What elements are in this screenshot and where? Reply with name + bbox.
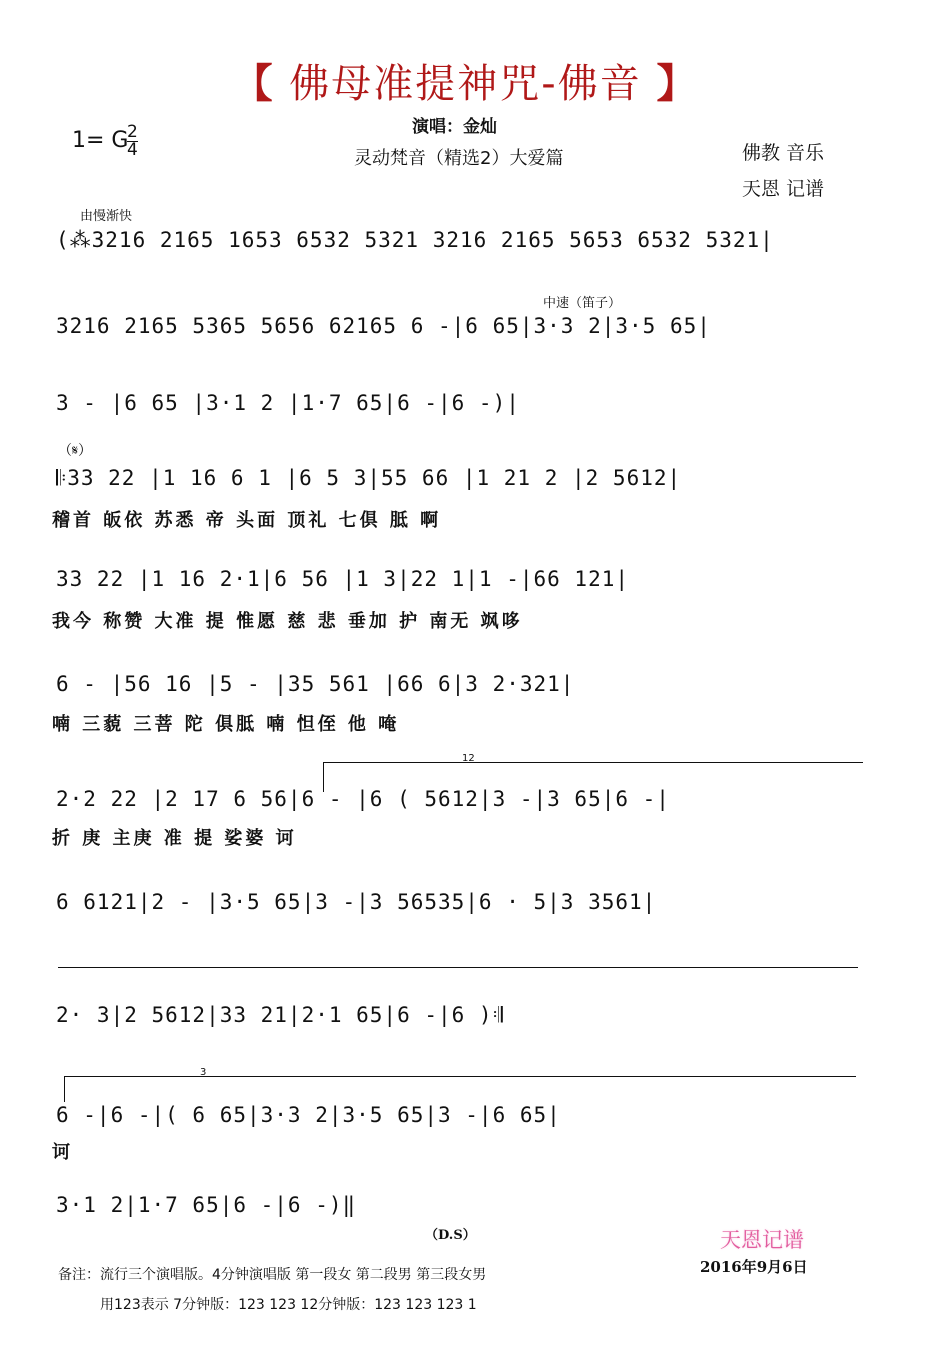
album-name: 灵动梵音（精选2）大爱篇	[354, 148, 564, 169]
volta-bracket-12	[323, 762, 863, 763]
transcriber-stamp: 天恩记谱	[720, 1228, 804, 1252]
score-line-1: (⁂3216 2165 1653 6532 5321 3216 2165 5653 6532 5321|	[56, 228, 774, 252]
lyric-line-5: 诃	[52, 1142, 73, 1163]
lyric-line-4: 折 庚 主庚 准 提 娑婆 诃	[52, 828, 297, 849]
time-signature	[127, 124, 138, 159]
score-line-2: 3216 2165 5365 5656 62165 6 -|6 65|3·3 2|3·5 65|	[56, 314, 711, 338]
score-line-10: 6 -|6 -|( 6 65|3·3 2|3·5 65|3 -|6 65|	[56, 1103, 561, 1127]
score-line-8: 6 6121|2 - |3·5 65|3 -|3 56535|6 · 5|3 3561|	[56, 890, 657, 914]
key-signature: 1= G	[72, 128, 129, 153]
remark-line-2: 用123表示 7分钟版：123 123 12分钟版：123 123 123 1	[100, 1297, 477, 1313]
category-label: 佛教 音乐	[742, 142, 825, 164]
lyric-line-2: 我今 称赞 大准 提 惟愿 慈 悲 垂加 护 南无 飒哆	[52, 611, 523, 632]
score-line-3: 3 - |6 65 |3·1 2 |1·7 65|6 -|6 -)|	[56, 391, 520, 415]
volta-divider	[58, 967, 858, 968]
score-line-4: 𝄆33 22 |1 16 6 1 |6 5 3|55 66 |1 21 2 |2 5612|	[56, 466, 682, 490]
score-line-6: 6 - |56 16 |5 - |35 561 |66 6|3 2·321|	[56, 672, 575, 696]
date-label: 2016年9月6日	[700, 1258, 808, 1276]
score-line-9: 2· 3|2 5612|33 21|2·1 65|6 -|6 )𝄇	[56, 1003, 504, 1027]
page-title	[0, 52, 931, 109]
tempo-mid: 中速（笛子）	[543, 296, 622, 311]
volta-label-12: 12	[462, 753, 475, 764]
title-text: 佛母准提神咒-佛音	[289, 61, 642, 107]
singer-credit: 演唱：金灿	[412, 117, 497, 137]
title-bracket-close: 】	[656, 61, 699, 107]
lyric-line-1: 稽首 皈依 苏悉 帝 头面 顶礼 七俱 胝 啊	[52, 510, 442, 531]
score-line-5: 33 22 |1 16 2·1|6 56 |1 3|22 1|1 -|66 121|	[56, 567, 630, 591]
tempo-intro: 由慢渐快	[80, 209, 133, 224]
volta-bracket-3	[64, 1076, 856, 1077]
volta-label-3: 3	[200, 1067, 207, 1078]
volta-bracket-3-start	[64, 1076, 65, 1102]
ds-marking: （D.S）	[425, 1228, 476, 1243]
transcriber-label: 天恩 记谱	[742, 178, 825, 200]
score-line-7: 2·2 22 |2 17 6 56|6 - |6 ( 5612|3 -|3 65|6 -|	[56, 787, 670, 811]
title-bracket-open: 【	[232, 61, 275, 107]
remark-line-1: 备注：流行三个演唱版。4分钟演唱版 第一段女 第二段男 第三段女男	[58, 1267, 487, 1283]
time-bottom: 4	[127, 140, 138, 160]
time-top: 2	[127, 122, 138, 142]
lyric-line-3: 喃 三藐 三菩 陀 俱胝 喃 怛侄 他 唵	[52, 714, 400, 735]
score-line-11: 3·1 2|1·7 65|6 -|6 -)‖	[56, 1193, 357, 1217]
segno-mark: （𝄋）	[58, 443, 93, 459]
